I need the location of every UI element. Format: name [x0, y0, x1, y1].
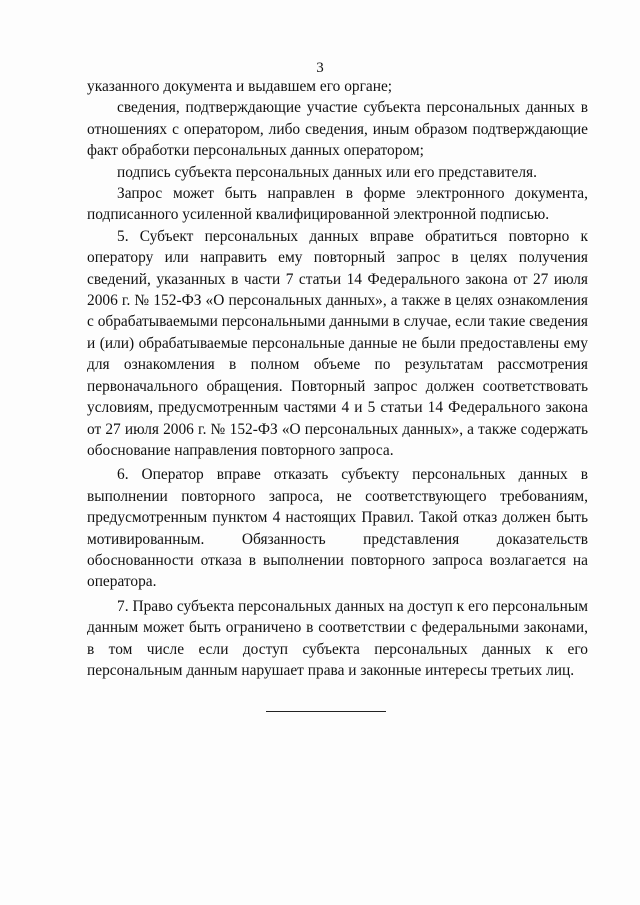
- paragraph-item-5: 5. Субъект персональных данных вправе обратиться повторно к оператору или направить ему повторный запрос в целях получения сведений, указанных в части 7 статьи 14 Федерального закона от 27 июля 2006 г. № 152-ФЗ «О персональных данных», а также в целях ознакомления с обрабатываемыми персональными данными в случае, если такие сведения и (или) обрабатываемые персональные данные не были предоставлены ему для ознакомления в полном объеме по результатам рассмотрения первоначального обращения. Повторный запрос должен соответствовать условиям, предусмотренным частями 4 и 5 статьи 14 Федерального закона от 27 июля 2006 г. № 152-ФЗ «О персональных данных», а также содержать обоснование направления повторного запроса.: [87, 227, 588, 459]
- paragraph-item-7: 7. Право субъекта персональных данных на доступ к его персональным данным может быть ограничено в соответствии с федеральными законами, в том числе если доступ субъекта персональных данных к его персональным данным нарушает права и законные интересы третьих лиц.: [87, 597, 588, 679]
- paragraph-continuation: указанного документа и выдавшем его органе;: [87, 78, 393, 95]
- end-of-document-rule: [266, 711, 386, 712]
- document-body: [87, 76, 588, 681]
- paragraph-signature: подпись субъекта персональных данных или его представителя.: [117, 163, 537, 181]
- paragraph-electronic-request: Запрос может быть направлен в форме электронного документа, подписанного усиленной квалифицированной электронной подписью.: [87, 185, 588, 224]
- page-number: 3: [316, 60, 324, 76]
- paragraph-item-6: 6. Оператор вправе отказать субъекту персональных данных в выполнении повторного запроса, не соответствующего требованиям, предусмотренным пунктом 4 настоящих Правил. Такой отказ должен быть мотивированным. Обязанность представления доказательств обоснованности отказа в выполнении повторного запроса возлагается на оператора.: [87, 466, 588, 591]
- paragraph-participation-evidence: сведения, подтверждающие участие субъекта персональных данных в отношениях с оператором, либо сведения, иным образом подтверждающие факт обработки персональных данных оператором;: [87, 99, 588, 160]
